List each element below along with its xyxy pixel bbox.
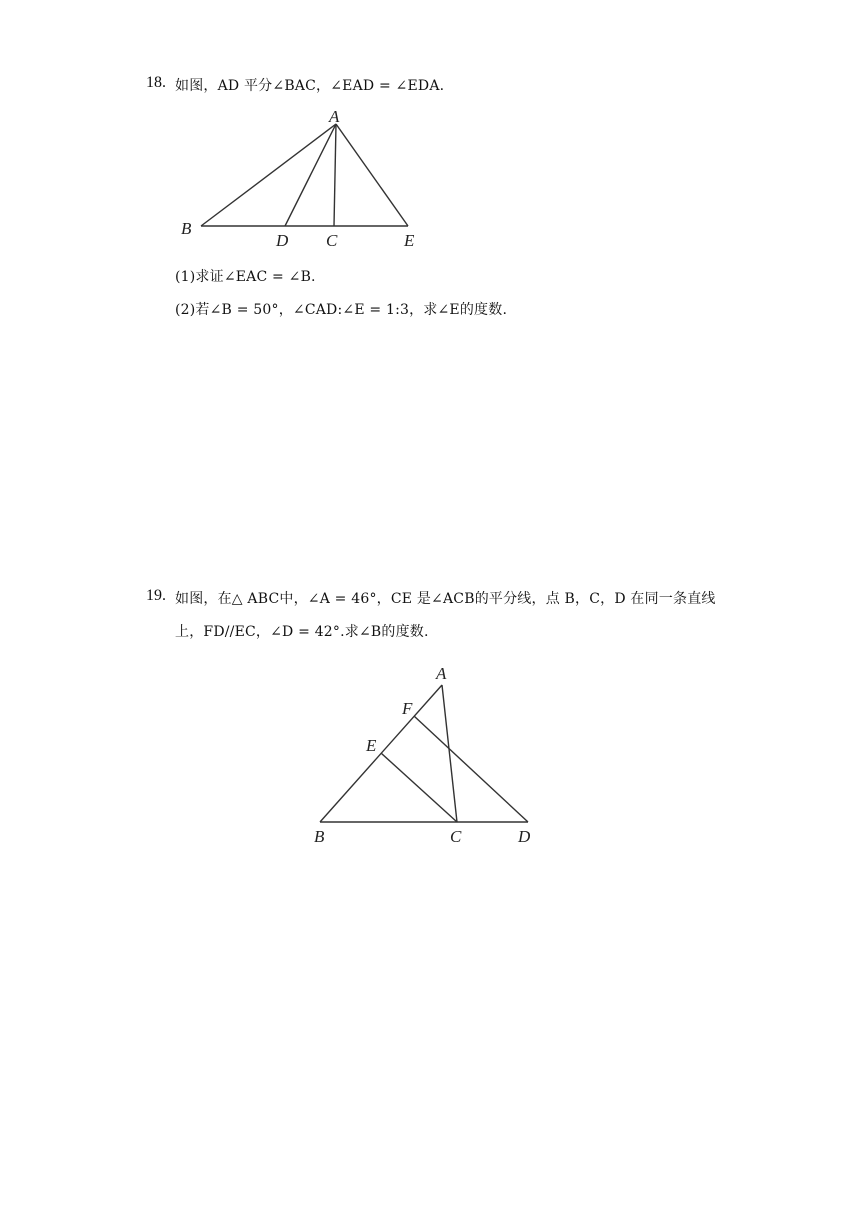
q19-label-C: C [450,827,462,846]
q18-part2: (2)若∠B = 50°，∠CAD:∠E = 1:3，求∠E的度数. [175,302,508,318]
q19-label-E: E [366,736,377,755]
q18-stem: 如图，AD 平分∠BAC，∠EAD = ∠EDA. [175,78,445,94]
q19-stem-line1: 如图，在△ ABC中，∠A = 46°，CE 是∠ACB的平分线，点 B，C，D 在同一条直线 [175,591,716,607]
q19-label-D: D [518,827,531,846]
q18-label-B: B [181,219,192,238]
q19-stem-line2: 上，FD//EC，∠D = 42°.求∠B的度数. [175,624,429,640]
q19-seg-FD [414,716,528,822]
q18-label-C: C [326,231,338,250]
q18-label-E: E [404,231,415,250]
q19-number: 19. [146,587,166,604]
q18-number: 18. [146,74,166,91]
q18-part1: (1)求证∠EAC = ∠B. [175,269,316,285]
q18-label-A: A [329,107,340,126]
q19-label-B: B [314,827,325,846]
q19-label-F: F [402,699,413,718]
q18-label-D: D [276,231,289,250]
q19-seg-CE [381,753,457,822]
q19-label-A: A [436,664,447,683]
